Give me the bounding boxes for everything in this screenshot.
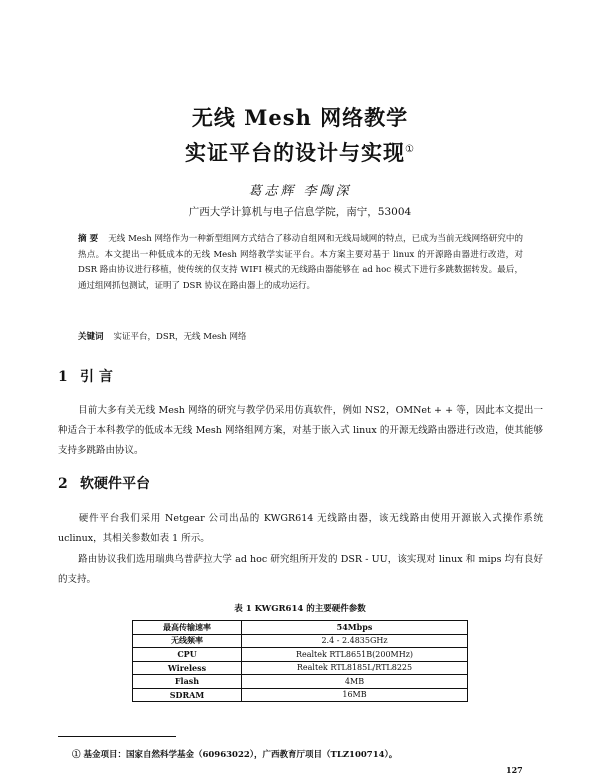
table-cell-value: Realtek RTL8651B(200MHz): [242, 648, 468, 662]
section-1-paragraph-1: [58, 401, 543, 461]
affiliation: 广西大学计算机与电子信息学院，南宁，53004: [188, 206, 412, 218]
abstract-text: 无线 Mesh 网络作为一种新型组网方式结合了移动自组网和无线局域网的特点，已成为当前无线网络研究中的热点。本文提出一种低成本的无线 Mesh 网络教学实证平台。本方案主要对基于 linux 的开源路由器进行改造，对 DSR 路由协议进行移植，使传统的仅支持 WIFI 模式的无线路由器能够在 ad hoc 模式下进行多跳数据转发。最后，通过组网抓包测试，证明了 DSR 协议在路由器上的成功运行。: [78, 234, 523, 291]
abstract: [78, 232, 523, 294]
table-row: [133, 634, 468, 648]
table-row: [133, 648, 468, 662]
section-2-heading: [58, 473, 150, 493]
table-cell-key: SDRAM: [133, 688, 242, 702]
title-line-2-text: 实证平台的设计与实现: [185, 140, 406, 165]
keywords-label: 关键词: [78, 332, 104, 342]
table-cell-key: Flash: [133, 675, 242, 689]
table-cell-key: CPU: [133, 648, 242, 662]
table-header-row: [133, 621, 468, 635]
section-2-paragraph-1: [58, 509, 543, 549]
section-2-title: 软硬件平台: [80, 476, 150, 492]
section-2-paragraph-2-text: 路由协议我们选用瑞典乌普萨拉大学 ad hoc 研究组所开发的 DSR - UU，该实现对 linux 和 mips 均有良好的支持。: [58, 554, 543, 585]
section-1-paragraph-1-text: 目前大多有关无线 Mesh 网络的研究与教学仍采用仿真软件，例如 NS2，OMNet + + 等，因此本文提出一种适合于本科教学的低成本无线 Mesh 网络组网方案，对基于嵌入式 linux 的开源无线路由器进行改造，使其能够支持多跳路由协议。: [58, 405, 543, 456]
footnote-divider: [58, 736, 176, 737]
table-row: [133, 675, 468, 689]
table-cell-key: 无线频率: [133, 634, 242, 648]
keywords-text: 实证平台，DSR，无线 Mesh 网络: [113, 332, 247, 342]
authors: 葛志辉 李陶深: [248, 184, 352, 199]
table-cell-value: 2.4 - 2.4835GHz: [242, 634, 468, 648]
section-1-number: 1: [58, 369, 68, 385]
table-header-value: 54Mbps: [242, 621, 468, 635]
table-caption: 表 1 KWGR614 的主要硬件参数: [234, 604, 366, 614]
section-2-number: 2: [58, 476, 68, 492]
table-cell-key: Wireless: [133, 661, 242, 675]
title-line-2: [0, 137, 600, 167]
title-line-1: 无线 Mesh 网络教学: [191, 105, 409, 130]
page-number: 127: [506, 765, 523, 775]
footnote: ① 基金项目：国家自然科学基金（60963022），广西教育厅项目（TLZ100714）。: [72, 750, 398, 760]
section-2-paragraph-2: [58, 550, 543, 590]
table-cell-value: Realtek RTL8185L/RTL8225: [242, 661, 468, 675]
section-1-title: 引 言: [80, 369, 113, 385]
section-1-heading: [58, 366, 113, 386]
table-row: [133, 661, 468, 675]
hardware-params-table: [132, 620, 468, 702]
table-cell-value: 4MB: [242, 675, 468, 689]
table-header-key: 最高传输速率: [133, 621, 242, 635]
keywords: [78, 330, 523, 342]
table-cell-value: 16MB: [242, 688, 468, 702]
abstract-label: 摘 要: [78, 234, 99, 244]
table-row: [133, 688, 468, 702]
section-2-paragraph-1-text: 硬件平台我们采用 Netgear 公司出品的 KWGR614 无线路由器，该无线路由使用开源嵌入式操作系统 uclinux，其相关参数如表 1 所示。: [58, 513, 543, 544]
title-footnote-mark: ①: [405, 144, 415, 155]
